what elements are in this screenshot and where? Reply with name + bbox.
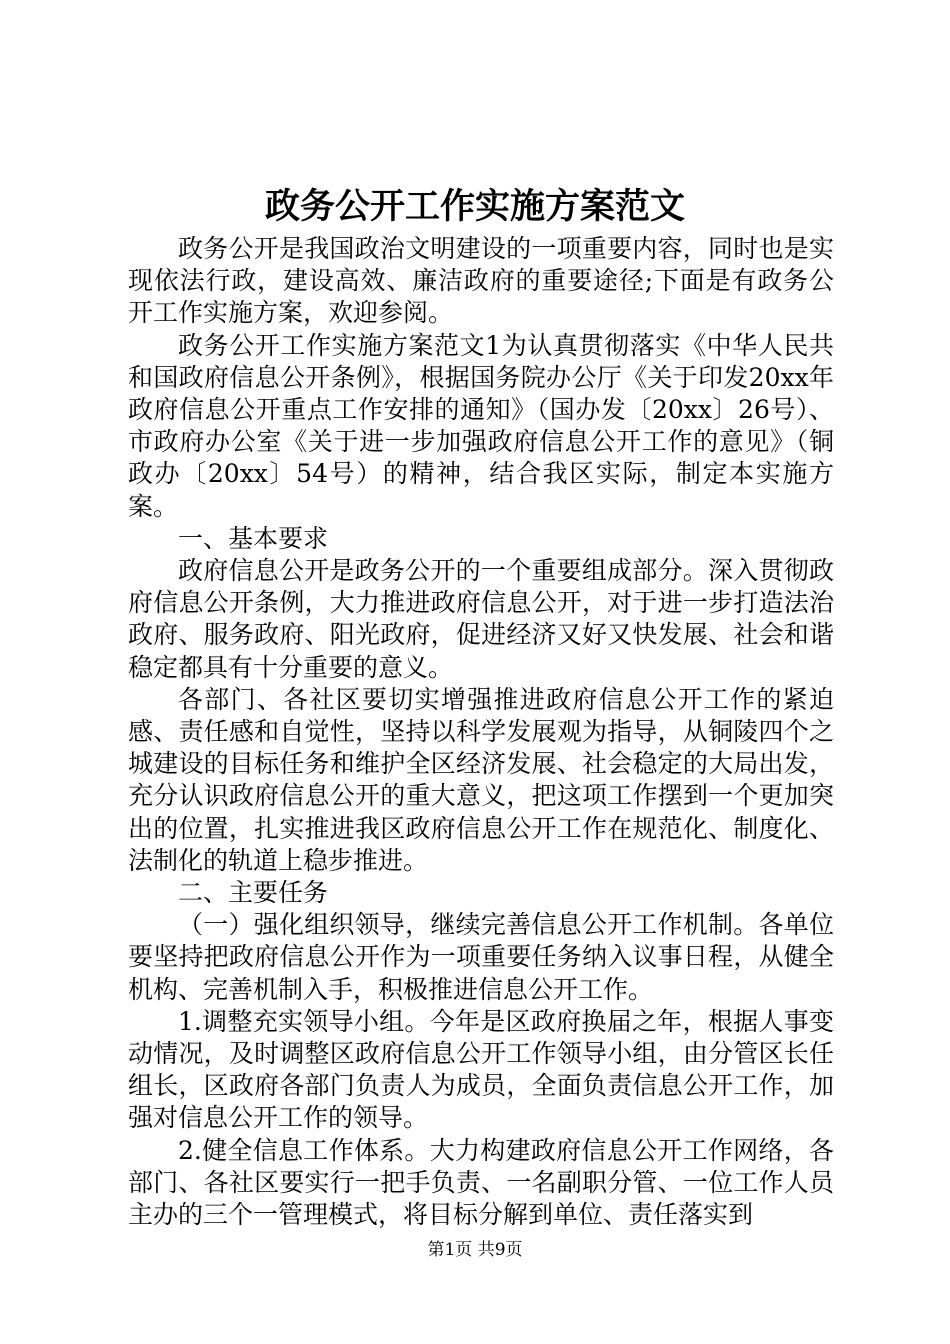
- paragraph-task-1-1: 1.调整充实领导小组。今年是区政府换届之年，根据人事变动情况，及时调整区政府信息公开工作领导小组，由分管区长任组长，区政府各部门负责人为成员，全面负责信息公开工作，加强对信息公开工作的领导。: [128, 1006, 834, 1133]
- page-footer: 第1页 共9页: [427, 1240, 523, 1260]
- paragraph-plan-1: 政务公开工作实施方案范文1为认真贯彻落实《中华人民共和国政府信息公开条例》，根据国务院办公厅《关于印发20xx年政府信息公开重点工作安排的通知》（国办发〔20xx〕26号）、市政府办公室《关于进一步加强政府信息公开工作的意见》（铜政办〔20xx〕54号）的精神，结合我区实际，制定本实施方案。: [128, 330, 834, 521]
- document-title: 政务公开工作实施方案范文: [264, 186, 685, 227]
- document-body: [128, 233, 834, 1231]
- paragraph-intro: 政务公开是我国政治文明建设的一项重要内容，同时也是实现依法行政，建设高效、廉洁政府的重要途径;下面是有政务公开工作实施方案，欢迎参阅。: [128, 234, 834, 328]
- paragraph-basic-2: 各部门、各社区要切实增强推进政府信息公开工作的紧迫感、责任感和自觉性，坚持以科学发展观为指导，从铜陵四个之城建设的目标任务和维护全区经济发展、社会稳定的大局出发，充分认识政府信息公开的重大意义，把这项工作摆到一个更加突出的位置，扎实推进我区政府信息公开工作在规范化、制度化、法制化的轨道上稳步推进。: [128, 684, 834, 875]
- paragraph-task-1-2: 2.健全信息工作体系。大力构建政府信息公开工作网络，各部门、各社区要实行一把手负责、一名副职分管、一位工作人员主办的三个一管理模式，将目标分解到单位、责任落实到: [128, 1135, 834, 1230]
- paragraph-task-1: （一）强化组织领导，继续完善信息公开工作机制。各单位要坚持把政府信息公开作为一项重要任务纳入议事日程，从健全机构、完善机制入手，积极推进信息公开工作。: [128, 910, 834, 1004]
- section-heading-main-tasks: 二、主要任务: [178, 878, 329, 908]
- paragraph-basic-1: 政府信息公开是政务公开的一个重要组成部分。深入贯彻政府信息公开条例，大力推进政府信息公开，对于进一步打造法治政府、服务政府、阳光政府，促进经济又好又快发展、社会和谐稳定都具有十分重要的意义。: [128, 556, 834, 682]
- section-heading-basic-requirements: 一、基本要求: [178, 523, 329, 553]
